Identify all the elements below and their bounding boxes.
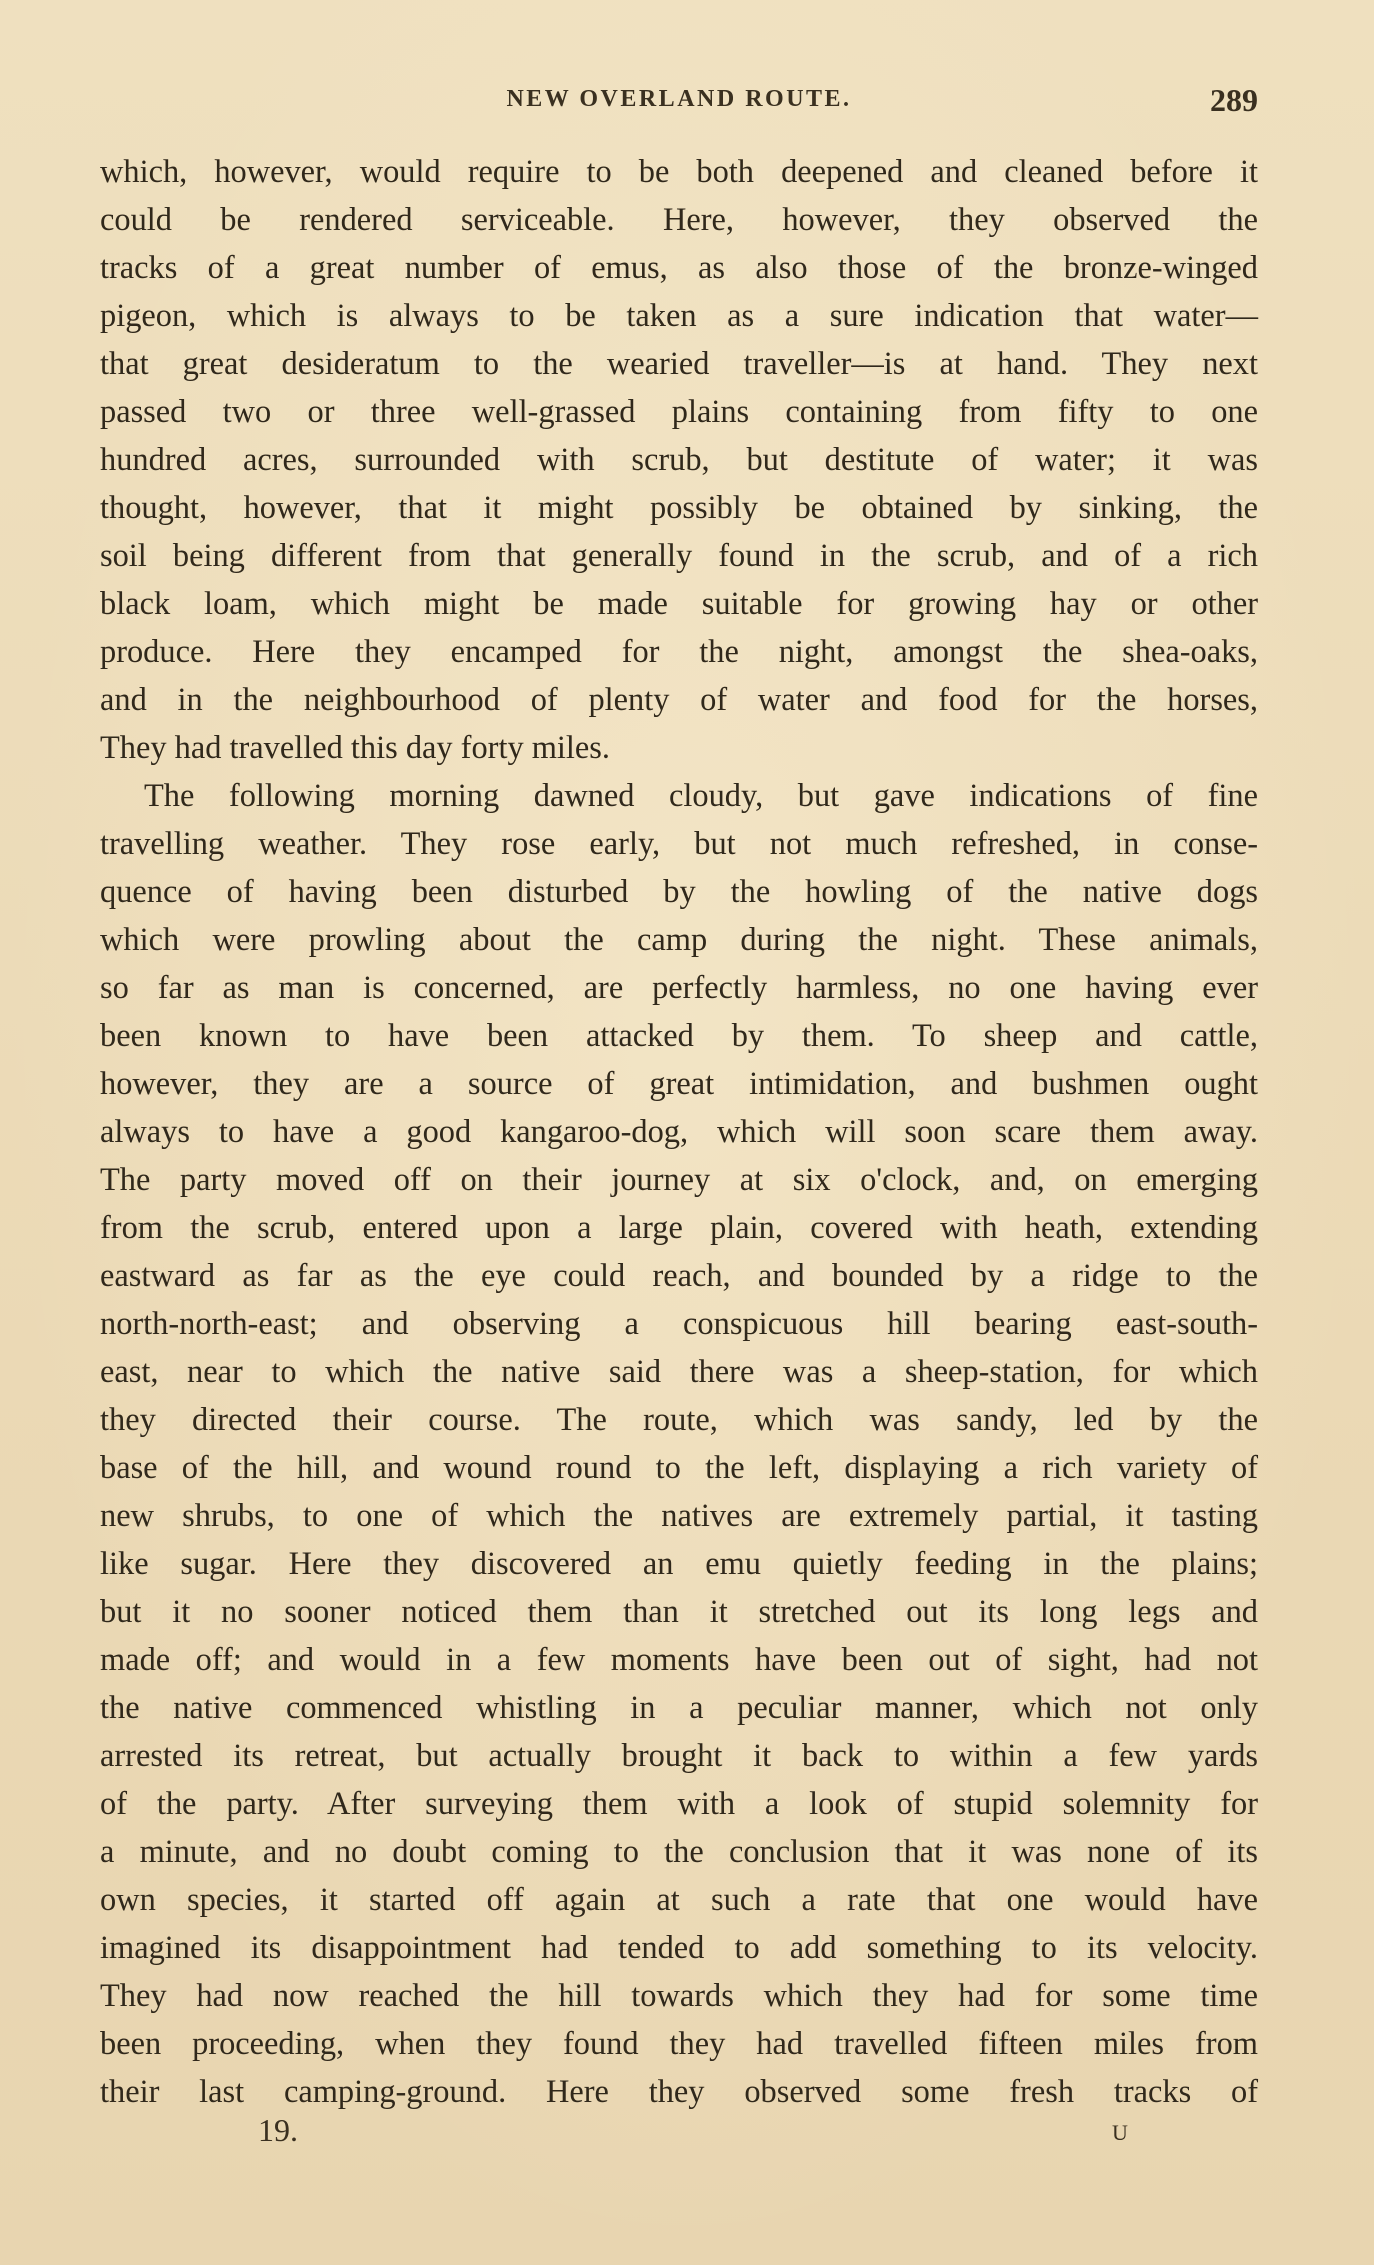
text-line: soil being different from that generally found in the scrub, and of a rich	[100, 538, 1258, 574]
text-line: north-north-east; and observing a conspicuous hill bearing east-south-	[100, 1306, 1258, 1342]
text-line: of the party. After surveying them with a look of stupid solemnity for	[100, 1786, 1258, 1822]
text-line: been proceeding, when they found they had travelled fifteen miles from	[100, 2026, 1258, 2062]
running-head	[100, 82, 1258, 122]
text-line: They had now reached the hill towards which they had for some time	[100, 1978, 1258, 2014]
text-line: arrested its retreat, but actually brought it back to within a few yards	[100, 1738, 1258, 1774]
text-line: they directed their course. The route, which was sandy, led by the	[100, 1402, 1258, 1438]
text-line: thought, however, that it might possibly be obtained by sinking, the	[100, 490, 1258, 526]
text-line: quence of having been disturbed by the howling of the native dogs	[100, 874, 1258, 910]
body-text	[100, 148, 1258, 2116]
running-title: NEW OVERLAND ROUTE.	[506, 86, 852, 112]
text-line: base of the hill, and wound round to the left, displaying a rich variety of	[100, 1450, 1258, 1486]
signature-mark: 19.	[258, 2112, 298, 2148]
text-line: black loam, which might be made suitable for growing hay or other	[100, 586, 1258, 622]
text-line: east, near to which the native said there was a sheep-station, for which	[100, 1354, 1258, 1390]
gathering-mark: U	[1112, 2120, 1128, 2145]
text-line: hundred acres, surrounded with scrub, but destitute of water; it was	[100, 442, 1258, 478]
text-line: eastward as far as the eye could reach, and bounded by a ridge to the	[100, 1258, 1258, 1294]
text-line: They had travelled this day forty miles.	[100, 730, 611, 766]
text-line: pigeon, which is always to be taken as a sure indication that water—	[100, 298, 1258, 334]
text-line: which, however, would require to be both deepened and cleaned before it	[100, 154, 1258, 190]
text-line: the native commenced whistling in a peculiar manner, which not only	[100, 1690, 1258, 1726]
text-line: made off; and would in a few moments have been out of sight, had not	[100, 1642, 1258, 1678]
text-line: and in the neighbourhood of plenty of water and food for the horses,	[100, 682, 1258, 718]
text-line: The party moved off on their journey at six o'clock, and, on emerging	[100, 1162, 1258, 1198]
page-number: 289	[1210, 82, 1258, 118]
text-line: however, they are a source of great intimidation, and bushmen ought	[100, 1066, 1258, 1102]
text-line: travelling weather. They rose early, but not much refreshed, in conse-	[100, 826, 1258, 862]
text-line: so far as man is concerned, are perfectly harmless, no one having ever	[100, 970, 1258, 1006]
text-line: tracks of a great number of emus, as also those of the bronze-winged	[100, 250, 1258, 286]
text-line: been known to have been attacked by them. To sheep and cattle,	[100, 1018, 1258, 1054]
text-line: their last camping-ground. Here they observed some fresh tracks of	[100, 2074, 1258, 2110]
text-line: but it no sooner noticed them than it stretched out its long legs and	[100, 1594, 1258, 1630]
text-line: a minute, and no doubt coming to the conclusion that it was none of its	[100, 1834, 1258, 1870]
text-line: which were prowling about the camp during the night. These animals,	[100, 922, 1258, 958]
text-line: like sugar. Here they discovered an emu quietly feeding in the plains;	[100, 1546, 1258, 1582]
text-line: from the scrub, entered upon a large plain, covered with heath, extending	[100, 1210, 1258, 1246]
text-line: passed two or three well-grassed plains containing from fifty to one	[100, 394, 1258, 430]
text-line: could be rendered serviceable. Here, however, they observed the	[100, 202, 1258, 238]
text-line: produce. Here they encamped for the night, amongst the shea-oaks,	[100, 634, 1258, 670]
text-line: The following morning dawned cloudy, but gave indications of fine	[144, 778, 1258, 814]
text-line: new shrubs, to one of which the natives are extremely partial, it tasting	[100, 1498, 1258, 1534]
page-footer	[100, 2112, 1258, 2162]
text-line: imagined its disappointment had tended to add something to its velocity.	[100, 1930, 1258, 1966]
text-line: always to have a good kangaroo-dog, which will soon scare them away.	[100, 1114, 1258, 1150]
text-line: that great desideratum to the wearied traveller—is at hand. They next	[100, 346, 1258, 382]
text-line: own species, it started off again at such a rate that one would have	[100, 1882, 1258, 1918]
